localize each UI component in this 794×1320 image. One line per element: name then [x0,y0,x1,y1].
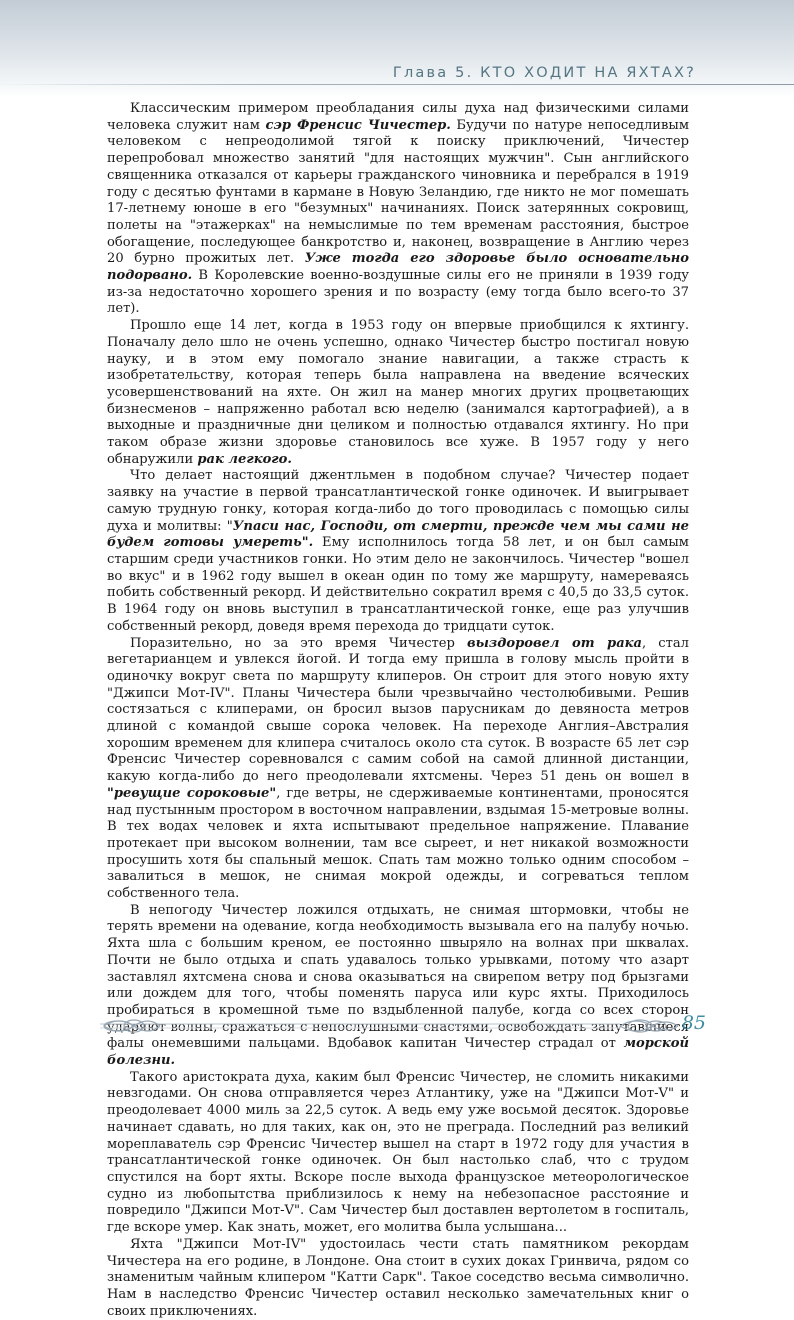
page-number: 85 [681,1012,706,1034]
text-run: Поразительно, но за это время Чичестер [130,635,467,651]
body-text [107,101,689,1320]
emphasis-text: Уже тогда его здоровье было основательно подорвано. [107,251,689,284]
text-run: Яхта "Джипси Мот-IV" удостоилась чести стать памятником рекордам Чичестера на его родине, в Лондоне. Она стоит в сухих доках Гринвича, рядом со знаменитым чайным клипером "Катти Сарк". Такое соседство весьма символично. Нам в наследство Френсис Чичестер оставил несколько замечательных книг о своих приключениях. [107,1236,689,1319]
paragraph [107,1070,689,1237]
text-run: Ему исполнилось тогда 58 лет, и он был самым старшим среди участников гонки. Но этим дело не закончилось. Чичестер "вошел во вкус" и в 1962 году вышел в океан один по тому же маршруту, намереваясь побить собственный рекорд. И действительно сократил время с 40,5 до 33,5 суток. В 1964 году он вновь выступил в трансатлантической гонке, еще раз улучшив собственный рекорд, доведя время перехода до тридцати суток. [107,535,689,634]
emphasis-text: сэр Френсис Чичестер. [265,117,451,133]
emphasis-text: выздоровел от рака [466,635,643,651]
paragraph [107,468,689,635]
paragraph [107,903,689,1070]
text-run: Прошло еще 14 лет, когда в 1953 году он впервые приобщился к яхтингу. Поначалу дело шло не очень успешно, однако Чичестер быстро постигал новую науку, и в этом ему помогало знание навигации, а также страсть к изобретательству, которая теперь была направлена на введение всяческих усовершенствований на яхте. Он жил на манер многих других процветающих бизнесменов – напряженно работал всю неделю (занимался картографией), а в выходные и праздничные дни целиком и полностью отдавался яхтингу. Но при таком образе жизни здоровье становилось все хуже. В 1957 году у него обнаружили [107,318,689,467]
emphasis-text: морской болезни. [107,1036,689,1069]
text-run: Что делает настоящий джентльмен в подобном случае? Чичестер подает заявку на участие в первой трансатлантической гонке одиночек. И выигрывает самую трудную гонку, которая когда-либо до того проводилась с помощью силы духа и молитвы: " [107,468,689,534]
chapter-title: Глава 5. КТО ХОДИТ НА ЯХТАХ? [392,65,696,81]
text-run: Такого аристократа духа, каким был Френсис Чичестер, не сломить никакими невзгодами. Он снова отправляется через Атлантику, уже на "Джипси Мот-V" и преодолевает 4000 миль за 22,5 суток. А ведь ему уже восьмой десяток. Здоровье начинает сдавать, но для таких, как он, это не преграда. Последний раз великий мореплаватель сэр Френсис Чичестер вышел на старт в 1972 году для участия в трансатлантической гонке одиночек. Он был настолько слаб, что с трудом спустился на борт яхты. Вскоре после выхода французское метеорологическое судно из любопытства приблизилось к нему на небезопасное расстояние и повредило "Джипси Мот-V". Сам Чичестер был доставлен вертолетом в госпиталь, где вскоре умер. Как знать, может, его молитва была услышана... [107,1069,689,1236]
text-run: Будучи по натуре непоседливым человеком с непреодолимой тягой к поиску приключений, Чичестер перепробовал множество занятий "для настоящих мужчин". Сын английского священника отказался от карьеры гражданского чиновника и перебрался в 1919 году с десятью фунтами в кармане в Новую Зеландию, где никто не мог помешать 17-летнему юноше в его "безумных" начинаниях. Поиск затерянных сокровищ, полеты на "этажерках" на немыслимые по тем временам расстояния, быстрое обогащение, последующее банкротство и, наконец, возвращение в Англию через 20 бурно прожитых лет. [107,117,690,267]
paragraph [107,1237,689,1320]
emphasis-text: "ревущие сороковые" [107,785,277,801]
text-run: В Королевские военно-воздушные силы его не приняли в 1939 году из-за недостаточно хорошего зрения и по возрасту (ему тогда было всего-то 37 лет). [107,268,689,317]
paragraph [107,101,689,318]
paragraph [107,318,689,468]
emphasis-text: Упаси нас, Господи, от смерти, прежде чем мы сами не будем готовы умереть". [107,518,689,551]
text-run: , стал вегетарианцем и увлекся йогой. И тогда ему пришла в голову мысль пройти в одиночку вокруг света по маршруту клиперов. Он строит для этого новую яхту "Джипси Мот-IV". Планы Чичестера были чрезвычайно честолюбивыми. Решив состязаться с клиперами, он бросил вызов парусникам до девяноста метров длиной с командой свыше сорока человек. На переходе Англия–Австралия хорошим временем для клипера считалось около ста суток. В возрасте 65 лет сэр Френсис Чичестер соревновался с самим собой на самой длинной дистанции, какую когда-либо до него преодолевали яхтсмены. Через 51 день он вошел в [107,635,689,785]
text-run: , где ветры, не сдерживаемые континентами, проносятся над пустынным простором в восточном направлении, вздымая 15-метровые волны. В тех водах человек и яхта испытывают предельное напряжение. Плавание протекает при высоком волнении, там все сыреет, и нет никакой возможности просушить хотя бы спальный мешок. Спать там можно только одним способом – завалиться в мешок, не снимая мокрой одежды, и согреваться теплом собственного тела. [107,785,689,902]
text-run: Классическим примером преобладания силы духа над физическими силами человека служит нам [107,101,689,133]
emphasis-text: рак легкого. [197,451,292,467]
page-footer [100,1012,706,1040]
rope-knot-ornament [100,1012,706,1040]
header-rule [0,84,794,85]
paragraph [107,636,689,903]
text-run: В непогоду Чичестер ложился отдыхать, не снимая штормовки, чтобы не терять времени на одевание, когда необходимость вызывала его на палубу ночью. Яхта шла с большим креном, ее постоянно швыряло на волнах при шквалах. Почти не было отдыха и спать удавалось только урывками, потому что азарт заставлял яхтсмена снова и снова оказываться на свирепом ветру под брызгами или дождем для того, чтобы поменять паруса или курс яхты. Приходилось пробираться в кромешной тьме по вздыбленной палубе, когда со всех сторон ударяют волны, сражаться с непослушными снастями, освобождать запутавшиеся фалы онемевшими пальцами. Вдобавок капитан Чичестер страдал от [107,902,689,1052]
